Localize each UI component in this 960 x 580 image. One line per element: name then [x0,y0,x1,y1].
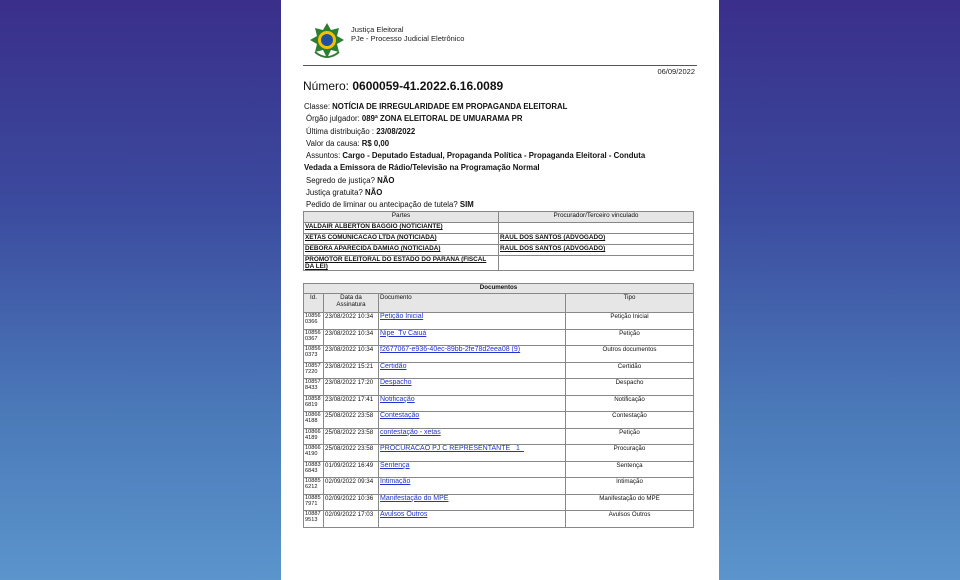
document-id: 10887 9513 [304,511,324,528]
document-row [304,313,694,330]
system-name: PJe - Processo Judicial Eletrônico [351,33,465,43]
party-attorney: RAUL DOS SANTOS (ADVOGADO) [499,234,694,245]
document-type: Sentença [566,461,694,478]
document-link-cell [379,428,566,445]
document-row [304,329,694,346]
brasao-coat-of-arms-icon [309,22,345,60]
col-procurador: Procurador/Terceiro vinculado [499,212,694,223]
document-row [304,346,694,363]
col-tipo: Tipo [566,294,694,313]
document-link[interactable]: contestação - xetas [380,428,441,436]
document-link[interactable]: f2677067-e936-40ec-89bb-2fe78d2eea08 (9) [380,346,521,353]
document-row [304,395,694,412]
document-row [304,379,694,396]
document-row [304,478,694,495]
document-row [304,461,694,478]
document-type: Petição Inicial [566,313,694,330]
gratuita-value: NÃO [364,188,383,198]
document-row [304,445,694,462]
document-id: 10857 8433 [304,379,324,396]
info-gratuita [304,187,704,199]
document-date-signed: 23/08/2022 10:34 [324,329,379,346]
document-date-signed: 23/08/2022 17:20 [324,379,379,396]
document-link[interactable]: Petição Inicial [380,313,424,320]
document-type: Notificação [566,395,694,412]
document-row [304,494,694,511]
parties-table [303,211,694,271]
assuntos-value-2: Vedada a Emissora de Rádio/Televisão na Programação Normal [304,163,540,173]
document-date-signed: 01/09/2022 16:49 [324,461,379,478]
classe-value: NOTÍCIA DE IRREGULARIDADE EM PROPAGANDA ELEITORAL [332,102,568,111]
party-attorney: RAUL DOS SANTOS (ADVOGADO) [499,245,694,256]
document-row [304,362,694,379]
document-row [304,428,694,445]
document-link[interactable]: Avulsos Outros [380,511,428,518]
document-type: Intimação [566,478,694,495]
valor-value: R$ 0,00 [361,138,390,148]
document-link-cell [379,445,566,462]
document-date-signed: 02/09/2022 17:03 [324,511,379,528]
document-link-cell [379,362,566,379]
document-link[interactable]: Contestação [380,412,420,419]
col-partes: Partes [304,212,499,223]
col-data: Data da Assinatura [324,294,379,313]
document-id: 10856 0366 [304,313,324,330]
document-type: Certidão [566,362,694,379]
document-date-signed: 23/08/2022 17:41 [324,395,379,412]
party-row [304,234,694,245]
document-link[interactable]: Notificação [380,395,415,403]
document-link-cell [379,379,566,396]
gratuita-label: Justiça gratuita? [306,188,363,198]
document-link-cell [379,511,566,528]
document-id: 10885 7971 [304,494,324,511]
document-date-signed: 02/09/2022 09:34 [324,478,379,495]
party-attorney [499,256,694,271]
document-link[interactable]: Sentença [380,461,410,469]
segredo-value: NÃO [377,175,395,185]
party-attorney [499,223,694,234]
distrib-label: Última distribuição : [306,126,375,136]
info-liminar [304,199,704,211]
documents-table [303,283,694,528]
document-id: 10866 4190 [304,445,324,462]
process-number-value: 0600059-41.2022.6.16.0089 [352,79,504,93]
info-segredo [304,175,704,187]
document-page [281,0,719,580]
orgao-value: 089ª ZONA ELEITORAL DE UMUARAMA PR [361,114,523,124]
document-type: Outros documentos [566,346,694,363]
info-assuntos-cont [304,162,704,174]
document-type: Avulsos Outros [566,511,694,528]
document-date-signed: 23/08/2022 10:34 [324,313,379,330]
assuntos-label: Assuntos: [306,151,341,161]
info-classe [304,101,704,113]
document-type: Petição [566,428,694,445]
document-type: Procuração [566,445,694,462]
liminar-label: Pedido de liminar ou antecipação de tutela? [306,200,458,210]
document-link-cell [379,478,566,495]
orgao-label: Órgão julgador: [306,114,360,124]
party-name: VALDAIR ALBERTON BAGGIO (NOTICIANTE) [304,223,499,234]
document-link-cell [379,329,566,346]
document-date-signed: 02/09/2022 10:36 [324,494,379,511]
info-distribuicao [304,126,704,138]
process-number [303,79,503,93]
document-row [304,511,694,528]
document-row [304,412,694,429]
documents-title: Documentos [304,284,694,294]
segredo-label: Segredo de justiça? [306,175,375,185]
document-date-signed: 25/08/2022 23:58 [324,412,379,429]
document-link[interactable]: Manifestação do MPE [380,494,449,502]
document-link-cell [379,313,566,330]
org-name: Justiça Eleitoral [351,25,404,34]
document-type: Petição [566,329,694,346]
assuntos-value-1: Cargo - Deputado Estadual, Propaganda Política - Propaganda Eleitoral - Conduta [342,151,646,161]
party-row [304,245,694,256]
document-link[interactable]: Certidão [380,362,407,370]
valor-label: Valor da causa: [306,138,360,148]
document-id: 10858 6819 [304,395,324,412]
document-date-signed: 25/08/2022 23:58 [324,445,379,462]
document-link-cell [379,395,566,412]
document-type: Contestação [566,412,694,429]
process-number-label: Número: [303,79,350,93]
party-name: XETAS COMUNICACAO LTDA (NOTICIADA) [304,234,499,245]
header-divider [303,65,697,66]
party-name: DEBORA APARECIDA DAMIAO (NOTICIADA) [304,245,499,256]
process-info [304,101,704,212]
document-link-cell [379,461,566,478]
document-link-cell [379,412,566,429]
col-documento: Documento [379,294,566,313]
classe-label: Classe: [304,102,330,111]
document-date-signed: 23/08/2022 10:34 [324,346,379,363]
document-id: 10866 4188 [304,412,324,429]
document-id: 10856 0367 [304,329,324,346]
document-id: 10885 6212 [304,478,324,495]
document-link[interactable]: Despacho [380,379,412,386]
info-assuntos [304,150,704,162]
document-id: 10856 0373 [304,346,324,363]
distrib-value: 23/08/2022 [376,126,416,136]
col-id: Id. [304,294,324,313]
party-name: PROMOTOR ELEITORAL DO ESTADO DO PARANA (FISCAL DA LEI) [304,256,499,271]
document-link[interactable]: PROCURACAO PJ C REPRESENTANTE _1_ [380,445,524,452]
liminar-value: SIM [459,200,474,210]
document-date-signed: 25/08/2022 23:58 [324,428,379,445]
document-type: Manifestação do MPE [566,494,694,511]
document-id: 10883 6843 [304,461,324,478]
document-date-signed: 23/08/2022 15:21 [324,362,379,379]
info-valor [304,138,704,150]
document-date: 06/09/2022 [657,67,695,76]
document-link-cell [379,346,566,363]
document-link-cell [379,494,566,511]
org-header [351,26,464,43]
document-link[interactable]: Nipe_Tv Caiuá [380,329,427,337]
document-link[interactable]: Intimação [380,478,411,485]
party-row [304,256,694,271]
info-orgao [304,113,704,125]
document-type: Despacho [566,379,694,396]
document-id: 10866 4189 [304,428,324,445]
party-row [304,223,694,234]
document-id: 10857 7220 [304,362,324,379]
